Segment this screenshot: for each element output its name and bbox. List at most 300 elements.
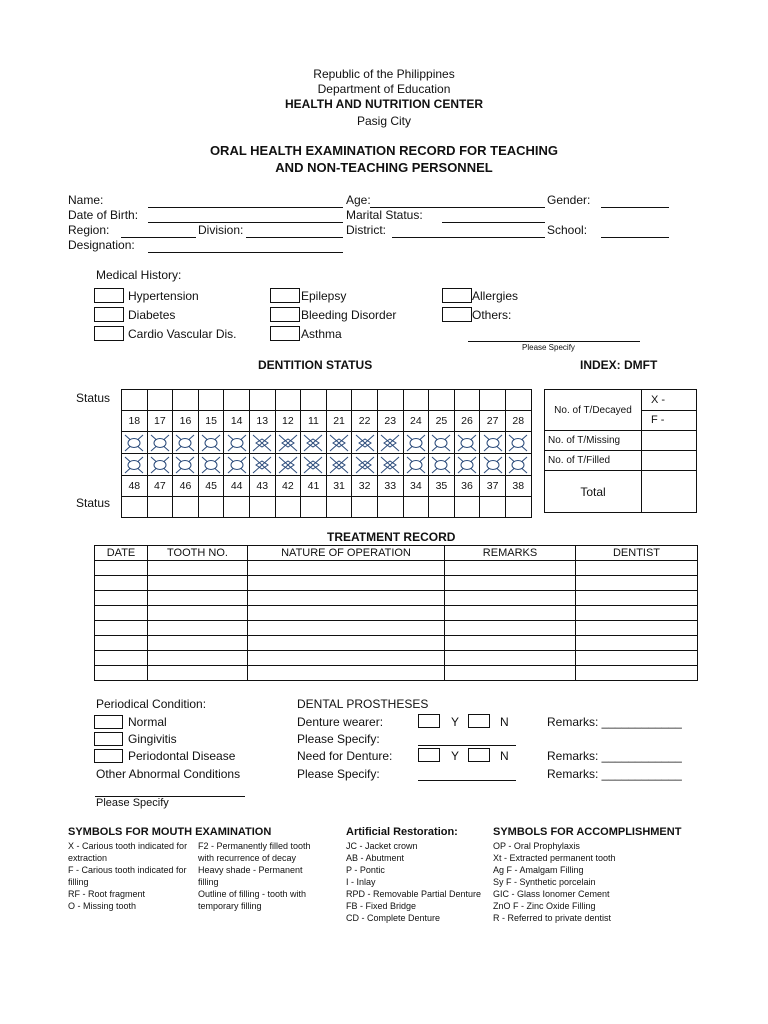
status-cell[interactable] <box>275 497 301 518</box>
treatment-cell[interactable] <box>576 561 698 576</box>
legend-line: CD - Complete Denture <box>346 913 441 923</box>
denture-wearer-y-label: Y <box>451 715 460 729</box>
tooth-diagram-icon <box>405 434 427 452</box>
treatment-cell[interactable] <box>248 591 445 606</box>
artificial-list <box>346 840 496 924</box>
marital-field[interactable] <box>442 222 545 223</box>
col-nature: NATURE OF OPERATION <box>248 546 445 561</box>
tooth-symbol-cell[interactable] <box>429 432 455 454</box>
region-label: Region: <box>68 223 110 237</box>
tooth-number: 47 <box>147 476 173 497</box>
legend-line: extraction <box>68 853 108 863</box>
legend-line: JC - Jacket crown <box>346 841 418 851</box>
tooth-diagram-icon <box>482 456 504 474</box>
header-republic: Republic of the Philippines <box>313 67 455 81</box>
tooth-symbol-cell[interactable] <box>352 454 378 476</box>
treatment-cell[interactable] <box>576 651 698 666</box>
tooth-number: 38 <box>505 476 531 497</box>
need-denture-n-label: N <box>500 749 509 763</box>
tooth-symbol-cell[interactable] <box>122 432 148 454</box>
index-decayed-label: No. of T/Decayed <box>545 390 642 431</box>
treatment-cell[interactable] <box>576 621 698 636</box>
dentition-title: DENTITION STATUS <box>258 358 373 372</box>
tooth-diagram-icon <box>200 456 222 474</box>
col-tooth-no: TOOTH NO. <box>148 546 248 561</box>
tooth-symbol-cell[interactable] <box>275 454 301 476</box>
tooth-number: 33 <box>377 476 403 497</box>
tooth-number: 35 <box>429 476 455 497</box>
remarks-3: Remarks: ____________ <box>547 767 682 781</box>
legend-line: FB - Fixed Bridge <box>346 901 417 911</box>
treatment-cell[interactable] <box>148 666 248 681</box>
tooth-diagram-icon <box>123 434 145 452</box>
tooth-number: 26 <box>454 411 480 432</box>
tooth-diagram-icon <box>430 434 452 452</box>
index-total-label: Total <box>545 471 642 513</box>
legend-line: GIC - Glass Ionomer Cement <box>493 889 610 899</box>
treatment-cell[interactable] <box>148 576 248 591</box>
designation-label: Designation: <box>68 238 135 252</box>
dmft-index-table <box>544 389 697 513</box>
tooth-diagram-icon <box>379 456 401 474</box>
tooth-number: 18 <box>122 411 148 432</box>
tooth-diagram-icon <box>226 456 248 474</box>
page-title-line1: ORAL HEALTH EXAMINATION RECORD FOR TEACHING <box>209 143 559 158</box>
tooth-number: 32 <box>352 476 378 497</box>
treatment-cell[interactable] <box>148 591 248 606</box>
tooth-diagram-icon <box>354 456 376 474</box>
legend-line: ZnO F - Zinc Oxide Filling <box>493 901 596 911</box>
treatment-cell[interactable] <box>95 576 148 591</box>
tooth-number: 41 <box>301 476 327 497</box>
symbols-mouth-col2 <box>198 840 338 912</box>
others-label: Others: <box>472 308 512 322</box>
legend-line: Heavy shade - Permanent <box>198 865 303 875</box>
status-cell[interactable] <box>505 390 531 411</box>
tooth-diagram-icon <box>405 456 427 474</box>
treatment-cell[interactable] <box>445 621 576 636</box>
treatment-cell[interactable] <box>95 666 148 681</box>
dob-label: Date of Birth: <box>68 208 139 222</box>
table-row <box>95 606 698 621</box>
bleeding-disorder-checkbox[interactable] <box>270 307 300 322</box>
hypertension-checkbox[interactable] <box>94 288 124 303</box>
tooth-diagram-icon <box>149 456 171 474</box>
age-label: Age: <box>346 193 371 207</box>
legend-line: filling <box>68 877 89 887</box>
tooth-number: 21 <box>326 411 352 432</box>
tooth-symbol-cell[interactable] <box>122 454 148 476</box>
accomplishment-title: SYMBOLS FOR ACCOMPLISHMENT <box>493 826 682 838</box>
remarks-1: Remarks: ____________ <box>547 715 682 729</box>
tooth-number: 27 <box>480 411 506 432</box>
legend-line: with recurrence of decay <box>198 853 297 863</box>
tooth-symbol-cell[interactable] <box>480 454 506 476</box>
tooth-symbol-cell[interactable] <box>454 432 480 454</box>
asthma-label: Asthma <box>301 327 342 341</box>
tooth-symbol-cell[interactable] <box>224 454 250 476</box>
division-field[interactable] <box>246 237 343 238</box>
epilepsy-checkbox[interactable] <box>270 288 300 303</box>
tooth-diagram-icon <box>379 434 401 452</box>
index-f-label: F - <box>651 414 665 427</box>
legend-line: O - Missing tooth <box>68 901 137 911</box>
treatment-cell[interactable] <box>248 606 445 621</box>
treatment-cell[interactable] <box>248 561 445 576</box>
legend-line: Outline of filling - tooth with <box>198 889 307 899</box>
status-cell[interactable] <box>198 497 224 518</box>
legend-line: I - Inlay <box>346 877 376 887</box>
status-cell[interactable] <box>122 390 148 411</box>
col-remarks: REMARKS <box>445 546 576 561</box>
status-cell[interactable] <box>224 390 250 411</box>
tooth-symbol-cell[interactable] <box>147 432 173 454</box>
tooth-symbol-cell[interactable] <box>505 432 531 454</box>
legend-line: RF - Root fragment <box>68 889 146 899</box>
tooth-diagram-icon <box>430 456 452 474</box>
tooth-symbol-cell[interactable] <box>454 454 480 476</box>
tooth-number: 13 <box>249 411 275 432</box>
treatment-cell[interactable] <box>248 576 445 591</box>
tooth-symbol-cell[interactable] <box>147 454 173 476</box>
tooth-number: 37 <box>480 476 506 497</box>
status-cell[interactable] <box>173 497 199 518</box>
legend-line: filling <box>198 877 219 887</box>
gingivitis-label: Gingivitis <box>128 732 177 746</box>
tooth-number: 23 <box>377 411 403 432</box>
district-label: District: <box>346 223 386 237</box>
status-label-lower: Status <box>76 496 111 510</box>
header-department: Department of Education <box>317 82 451 96</box>
tooth-symbol-cell[interactable] <box>301 454 327 476</box>
treatment-cell[interactable] <box>445 576 576 591</box>
treatment-cell[interactable] <box>576 576 698 591</box>
treatment-cell[interactable] <box>445 606 576 621</box>
treatment-cell[interactable] <box>445 651 576 666</box>
tooth-symbol-cell[interactable] <box>249 432 275 454</box>
header-city: Pasig City <box>356 114 412 128</box>
tooth-symbol-cell[interactable] <box>377 432 403 454</box>
index-missing-value[interactable] <box>642 431 697 451</box>
need-denture-y-checkbox[interactable] <box>418 748 440 762</box>
bleeding-disorder-label: Bleeding Disorder <box>301 308 397 322</box>
legend-line: Sy F - Synthetic porcelain <box>493 877 596 887</box>
treatment-cell[interactable] <box>148 651 248 666</box>
denture-wearer-n-label: N <box>500 715 509 729</box>
please-specify-1-label: Please Specify: <box>297 732 380 746</box>
tooth-number: 22 <box>352 411 378 432</box>
tooth-symbol-cell[interactable] <box>326 432 352 454</box>
col-date: DATE <box>95 546 148 561</box>
treatment-cell[interactable] <box>95 606 148 621</box>
tooth-number: 42 <box>275 476 301 497</box>
treatment-cell[interactable] <box>576 606 698 621</box>
tooth-number: 15 <box>198 411 224 432</box>
status-cell[interactable] <box>301 390 327 411</box>
name-field[interactable] <box>148 207 343 208</box>
treatment-cell[interactable] <box>148 606 248 621</box>
treatment-cell[interactable] <box>445 636 576 651</box>
legend-line: Xt - Extracted permanent tooth <box>493 853 616 863</box>
tooth-symbol-cell[interactable] <box>403 432 429 454</box>
status-cell[interactable] <box>249 390 275 411</box>
index-filled-value[interactable] <box>642 451 697 471</box>
col-dentist: DENTIST <box>576 546 698 561</box>
treatment-cell[interactable] <box>95 636 148 651</box>
tooth-number: 16 <box>173 411 199 432</box>
normal-label: Normal <box>128 715 167 729</box>
allergies-label: Allergies <box>472 289 519 303</box>
index-total-value[interactable] <box>642 471 697 513</box>
tooth-diagram-icon <box>277 456 299 474</box>
periodical-title: Periodical Condition: <box>96 697 207 711</box>
legend-line: Ag F - Amalgam Filling <box>493 865 584 875</box>
legend-line: RPD - Removable Partial Denture <box>346 889 482 899</box>
status-cell[interactable] <box>249 497 275 518</box>
legend-line: R - Referred to private dentist <box>493 913 612 923</box>
tooth-number: 34 <box>403 476 429 497</box>
table-row <box>95 576 698 591</box>
tooth-symbol-cell[interactable] <box>198 432 224 454</box>
tooth-diagram-icon <box>277 434 299 452</box>
medical-history-title: Medical History: <box>96 268 182 282</box>
treatment-cell[interactable] <box>95 621 148 636</box>
tooth-symbol-cell[interactable] <box>173 432 199 454</box>
treatment-cell[interactable] <box>148 561 248 576</box>
tooth-diagram-icon <box>123 456 145 474</box>
tooth-diagram-icon <box>507 456 529 474</box>
treatment-cell[interactable] <box>248 651 445 666</box>
treatment-cell[interactable] <box>248 636 445 651</box>
status-cell[interactable] <box>429 390 455 411</box>
status-cell[interactable] <box>122 497 148 518</box>
school-field[interactable] <box>601 237 669 238</box>
gender-label: Gender: <box>547 193 591 207</box>
tooth-number: 31 <box>326 476 352 497</box>
treatment-cell[interactable] <box>248 666 445 681</box>
others-specify-field[interactable] <box>468 341 640 342</box>
diabetes-label: Diabetes <box>128 308 176 322</box>
denture-wearer-n-checkbox[interactable] <box>468 714 490 728</box>
table-row <box>95 666 698 681</box>
need-denture-n-checkbox[interactable] <box>468 748 490 762</box>
table-row <box>95 561 698 576</box>
district-field[interactable] <box>392 237 545 238</box>
dob-field[interactable] <box>148 222 343 223</box>
treatment-cell[interactable] <box>445 591 576 606</box>
artificial-title: Artificial Restoration: <box>346 826 458 838</box>
tooth-diagram-icon <box>456 434 478 452</box>
cardio-checkbox[interactable] <box>94 326 124 341</box>
other-abnormal-label: Other Abnormal Conditions <box>96 767 241 781</box>
tooth-symbol-cell[interactable] <box>403 454 429 476</box>
treatment-cell[interactable] <box>95 591 148 606</box>
denture-wearer-y-checkbox[interactable] <box>418 714 440 728</box>
status-label-upper: Status <box>76 391 111 405</box>
status-cell[interactable] <box>377 497 403 518</box>
status-cell[interactable] <box>480 497 506 518</box>
index-x-cell[interactable] <box>642 390 697 411</box>
treatment-cell[interactable] <box>148 636 248 651</box>
prostheses-title: DENTAL PROSTHESES <box>297 697 429 711</box>
tooth-diagram-icon <box>302 456 324 474</box>
table-row <box>95 621 698 636</box>
epilepsy-label: Epilepsy <box>301 289 347 303</box>
periodical-please-specify: Please Specify <box>96 797 169 809</box>
legend-line: temporary filling <box>198 901 262 911</box>
status-cell[interactable] <box>377 390 403 411</box>
symbols-mouth-col1 <box>68 840 198 912</box>
tooth-symbol-cell[interactable] <box>326 454 352 476</box>
status-cell[interactable] <box>147 497 173 518</box>
tooth-number: 44 <box>224 476 250 497</box>
tooth-diagram-icon <box>174 456 196 474</box>
tooth-number: 46 <box>173 476 199 497</box>
name-label: Name: <box>68 193 104 207</box>
need-denture-label: Need for Denture: <box>297 749 393 763</box>
tooth-number: 25 <box>429 411 455 432</box>
table-row <box>95 591 698 606</box>
index-missing-label: No. of T/Missing <box>545 431 642 451</box>
treatment-title: TREATMENT RECORD <box>327 530 456 544</box>
status-cell[interactable] <box>454 497 480 518</box>
tooth-symbol-cell[interactable] <box>173 454 199 476</box>
index-f-cell[interactable] <box>642 410 697 431</box>
status-cell[interactable] <box>224 497 250 518</box>
denture-wearer-label: Denture wearer: <box>297 715 384 729</box>
accomplishment-list <box>493 840 703 924</box>
tooth-diagram-icon <box>226 434 248 452</box>
header-center: HEALTH AND NUTRITION CENTER <box>285 97 483 111</box>
tooth-diagram-icon <box>251 456 273 474</box>
treatment-cell[interactable] <box>576 666 698 681</box>
tooth-diagram-icon <box>456 456 478 474</box>
cardio-label: Cardio Vascular Dis. <box>128 327 237 341</box>
tooth-symbol-cell[interactable] <box>301 432 327 454</box>
tooth-symbol-cell[interactable] <box>198 454 224 476</box>
tooth-symbol-cell[interactable] <box>224 432 250 454</box>
tooth-symbol-cell[interactable] <box>505 454 531 476</box>
tooth-symbol-cell[interactable] <box>429 454 455 476</box>
asthma-checkbox[interactable] <box>270 326 300 341</box>
tooth-symbol-cell[interactable] <box>480 432 506 454</box>
tooth-diagram-icon <box>251 434 273 452</box>
tooth-number: 36 <box>454 476 480 497</box>
status-cell[interactable] <box>301 497 327 518</box>
status-cell[interactable] <box>429 497 455 518</box>
index-title: INDEX: DMFT <box>580 358 658 372</box>
tooth-diagram-icon <box>482 434 504 452</box>
tooth-number: 48 <box>122 476 148 497</box>
index-x-label: X - <box>651 393 666 406</box>
tooth-number: 14 <box>224 411 250 432</box>
status-cell[interactable] <box>275 390 301 411</box>
status-cell[interactable] <box>454 390 480 411</box>
dentition-chart <box>121 389 532 518</box>
legend-line: F - Carious tooth indicated for <box>68 865 187 875</box>
treatment-cell[interactable] <box>576 591 698 606</box>
page-title-line2: AND NON-TEACHING PERSONNEL <box>275 160 493 175</box>
legend-line: F2 - Permanently filled tooth <box>198 841 311 851</box>
treatment-cell[interactable] <box>445 666 576 681</box>
status-cell[interactable] <box>326 390 352 411</box>
tooth-number: 12 <box>275 411 301 432</box>
tooth-diagram-icon <box>200 434 222 452</box>
please-specify-2-field[interactable] <box>418 780 516 781</box>
tooth-number: 45 <box>198 476 224 497</box>
treatment-cell[interactable] <box>576 636 698 651</box>
status-cell[interactable] <box>505 497 531 518</box>
periodontal-checkbox[interactable] <box>94 749 123 763</box>
gender-field[interactable] <box>601 207 669 208</box>
division-label: Division: <box>198 223 244 237</box>
periodontal-label: Periodontal Disease <box>128 749 236 763</box>
treatment-table <box>94 545 698 681</box>
tooth-diagram-icon <box>507 434 529 452</box>
others-checkbox[interactable] <box>442 307 472 322</box>
tooth-symbol-cell[interactable] <box>249 454 275 476</box>
tooth-diagram-icon <box>328 456 350 474</box>
tooth-symbol-cell[interactable] <box>275 432 301 454</box>
tooth-number: 17 <box>147 411 173 432</box>
status-cell[interactable] <box>147 390 173 411</box>
legend-line: P - Pontic <box>346 865 385 875</box>
hypertension-label: Hypertension <box>128 289 199 303</box>
status-cell[interactable] <box>403 390 429 411</box>
marital-label: Marital Status: <box>346 208 423 222</box>
status-cell[interactable] <box>198 390 224 411</box>
school-label: School: <box>547 223 588 237</box>
tooth-symbol-cell[interactable] <box>377 454 403 476</box>
legend-line: OP - Oral Prophylaxis <box>493 841 580 851</box>
treatment-cell[interactable] <box>95 561 148 576</box>
status-cell[interactable] <box>352 497 378 518</box>
remarks-2: Remarks: ____________ <box>547 749 682 763</box>
status-cell[interactable] <box>173 390 199 411</box>
symbols-mouth-title: SYMBOLS FOR MOUTH EXAMINATION <box>68 826 272 838</box>
table-row <box>95 636 698 651</box>
need-denture-y-label: Y <box>451 749 460 763</box>
treatment-cell[interactable] <box>445 561 576 576</box>
normal-checkbox[interactable] <box>94 715 123 729</box>
tooth-diagram-icon <box>149 434 171 452</box>
status-cell[interactable] <box>326 497 352 518</box>
treatment-cell[interactable] <box>148 621 248 636</box>
treatment-cell[interactable] <box>95 651 148 666</box>
status-cell[interactable] <box>403 497 429 518</box>
status-cell[interactable] <box>352 390 378 411</box>
tooth-number: 24 <box>403 411 429 432</box>
gingivitis-checkbox[interactable] <box>94 732 123 746</box>
please-specify-1-field[interactable] <box>418 745 516 746</box>
tooth-symbol-cell[interactable] <box>352 432 378 454</box>
allergies-checkbox[interactable] <box>442 288 472 303</box>
index-filled-label: No. of T/Filled <box>545 451 642 471</box>
tooth-diagram-icon <box>328 434 350 452</box>
others-please-specify: Please Specify <box>522 343 575 352</box>
tooth-diagram-icon <box>354 434 376 452</box>
legend-line: X - Carious tooth indicated for <box>68 841 188 851</box>
legend-line: AB - Abutment <box>346 853 405 863</box>
please-specify-2-label: Please Specify: <box>297 767 380 781</box>
treatment-cell[interactable] <box>248 621 445 636</box>
tooth-number: 28 <box>505 411 531 432</box>
diabetes-checkbox[interactable] <box>94 307 124 322</box>
designation-field[interactable] <box>148 252 343 253</box>
table-row <box>95 651 698 666</box>
status-cell[interactable] <box>480 390 506 411</box>
tooth-diagram-icon <box>302 434 324 452</box>
